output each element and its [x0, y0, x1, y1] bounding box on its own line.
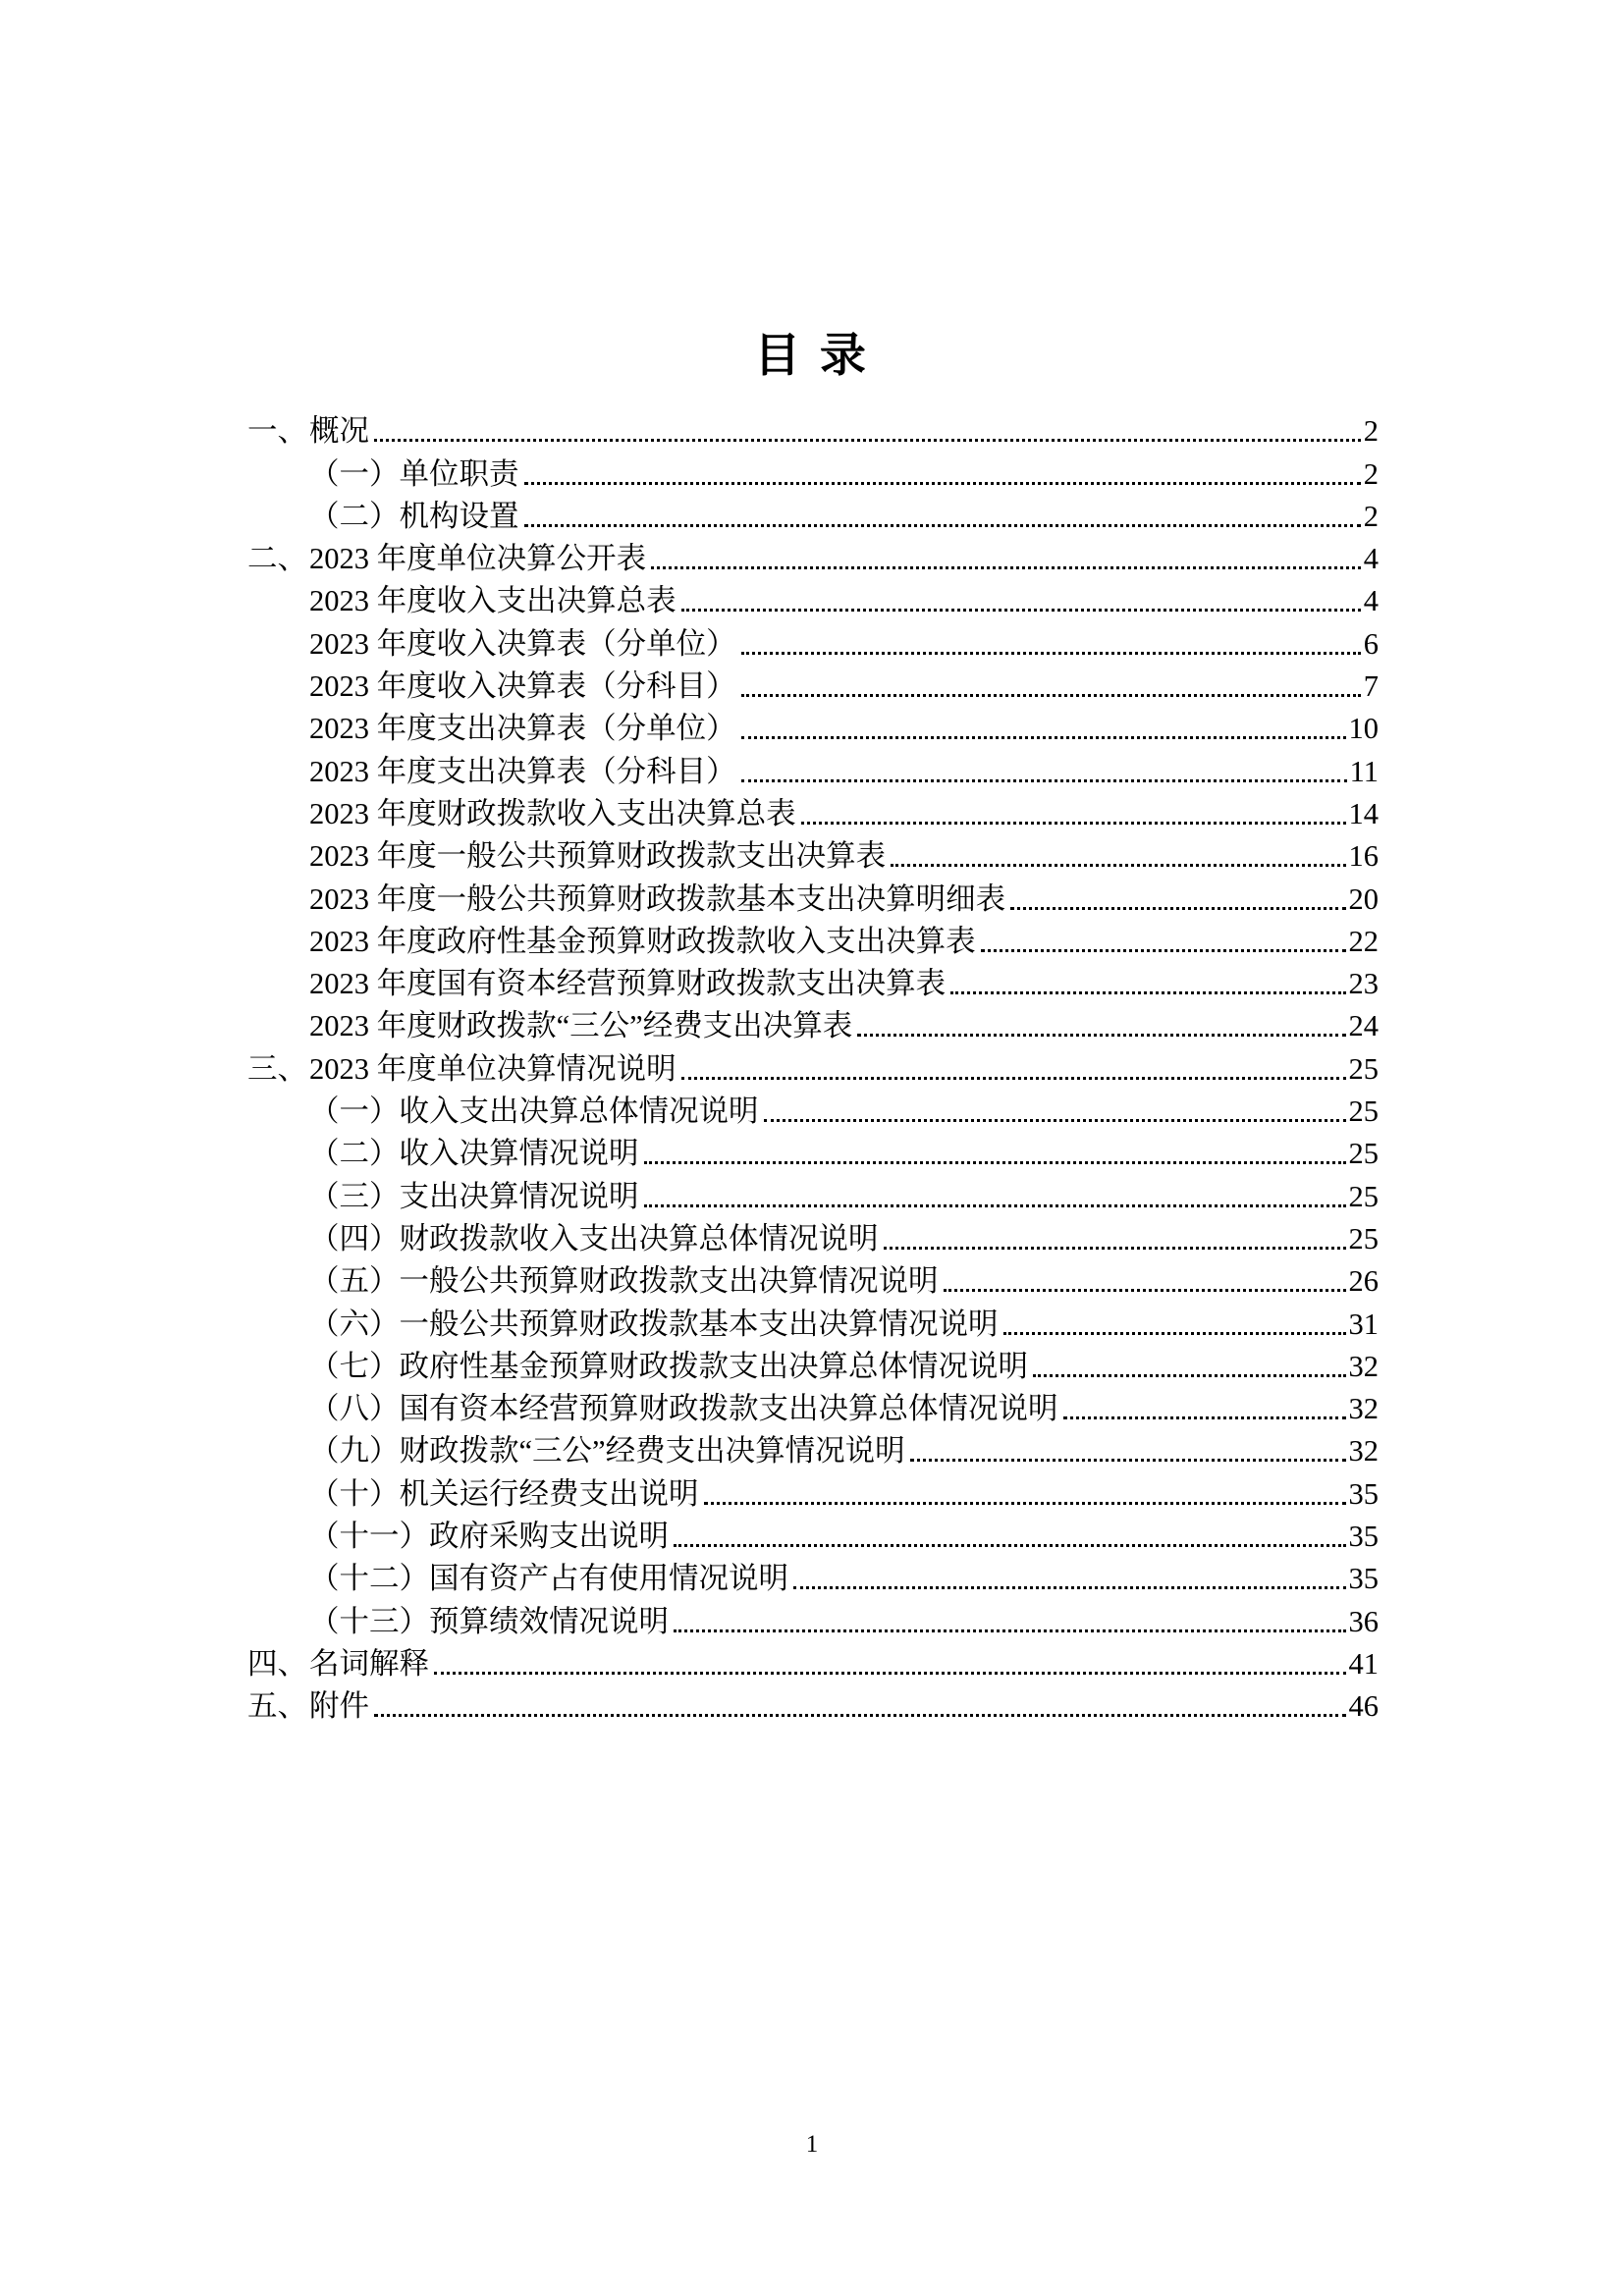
toc-entry-text: （十一）政府采购支出说明	[309, 1520, 669, 1554]
toc-entry-page: 41	[1348, 1646, 1379, 1681]
toc-entry-page: 35	[1348, 1562, 1379, 1596]
toc-entry-page: 4	[1363, 542, 1379, 576]
toc-entry-page: 26	[1348, 1264, 1379, 1299]
toc-entry-page: 24	[1348, 1009, 1379, 1043]
toc-row[interactable]	[247, 578, 1379, 620]
toc-row[interactable]	[247, 1173, 1379, 1215]
toc-entry-page: 31	[1348, 1307, 1379, 1341]
dot-leader	[950, 991, 1345, 994]
dot-leader	[674, 1629, 1346, 1632]
toc-entry-page: 25	[1348, 1179, 1379, 1213]
toc-entry-page: 25	[1348, 1095, 1379, 1129]
dot-leader	[981, 949, 1346, 952]
dot-leader	[891, 864, 1345, 867]
toc-row[interactable]	[247, 1470, 1379, 1513]
dot-leader	[1033, 1374, 1346, 1377]
table-of-contents	[247, 408, 1379, 1726]
toc-entry-text: 附件	[309, 1689, 369, 1724]
toc-entry-text: （十二）国有资产占有使用情况说明	[309, 1562, 788, 1596]
toc-entry-text: 2023 年度收入决算表（分科目）	[309, 669, 736, 704]
toc-entry-text: 2023 年度单位决算情况说明	[309, 1051, 677, 1086]
toc-entry-page: 2	[1363, 414, 1379, 449]
toc-row[interactable]	[247, 876, 1379, 918]
dot-leader	[1003, 1332, 1346, 1335]
toc-entry-page: 20	[1348, 881, 1379, 916]
toc-row[interactable]	[247, 1556, 1379, 1598]
dot-leader	[741, 736, 1346, 739]
toc-entry-page: 4	[1363, 584, 1379, 618]
toc-entry-page: 46	[1348, 1689, 1379, 1724]
toc-entry-text: （二）收入决算情况说明	[309, 1137, 639, 1171]
dot-leader	[644, 1161, 1346, 1164]
toc-entry-text: 2023 年度财政拨款收入支出决算总表	[309, 796, 796, 830]
toc-row[interactable]	[247, 961, 1379, 1003]
dot-leader	[1010, 907, 1345, 910]
toc-entry-text: （十）机关运行经费支出说明	[309, 1476, 699, 1511]
toc-row[interactable]	[247, 1683, 1379, 1726]
toc-entry-page: 32	[1348, 1392, 1379, 1426]
toc-entry-page: 32	[1348, 1349, 1379, 1383]
toc-entry-text: 2023 年度收入决算表（分单位）	[309, 626, 736, 661]
toc-row[interactable]	[247, 748, 1379, 790]
toc-entry-text: （九）财政拨款“三公”经费支出决算情况说明	[309, 1434, 905, 1468]
toc-entry-number: 二、	[247, 542, 307, 576]
toc-row[interactable]	[247, 919, 1379, 961]
toc-entry-text: 2023 年度政府性基金预算财政拨款收入支出决算表	[309, 924, 976, 958]
toc-entry-text: （八）国有资本经营预算财政拨款支出决算总体情况说明	[309, 1392, 1058, 1426]
toc-row[interactable]	[247, 1428, 1379, 1470]
toc-row[interactable]	[247, 664, 1379, 706]
toc-row[interactable]	[247, 536, 1379, 578]
dot-leader	[674, 1544, 1346, 1547]
toc-entry-text: （一）收入支出决算总体情况说明	[309, 1095, 759, 1129]
dot-leader	[793, 1586, 1346, 1589]
toc-row[interactable]	[247, 1003, 1379, 1045]
dot-leader	[741, 652, 1361, 655]
toc-entry-text: （三）支出决算情况说明	[309, 1179, 639, 1213]
toc-entry-page: 7	[1363, 669, 1379, 704]
dot-leader	[681, 1077, 1346, 1080]
toc-entry-text: 2023 年度一般公共预算财政拨款基本支出决算明细表	[309, 881, 1006, 916]
toc-entry-text: （一）单位职责	[309, 456, 519, 491]
toc-row[interactable]	[247, 1258, 1379, 1301]
dot-leader	[374, 1714, 1346, 1717]
toc-entry-page: 25	[1348, 1221, 1379, 1255]
toc-entry-text: （七）政府性基金预算财政拨款支出决算总体情况说明	[309, 1349, 1028, 1383]
toc-entry-page: 16	[1348, 839, 1379, 874]
dot-leader	[434, 1672, 1346, 1675]
dot-leader	[681, 609, 1361, 612]
toc-entry-text: 2023 年度一般公共预算财政拨款支出决算表	[309, 839, 887, 874]
page-title: 目 录	[754, 331, 870, 382]
toc-entry-text: 2023 年度财政拨款“三公”经费支出决算表	[309, 1009, 853, 1043]
toc-entry-text: （十三）预算绩效情况说明	[309, 1604, 669, 1638]
toc-row[interactable]	[247, 451, 1379, 493]
toc-row[interactable]	[247, 1216, 1379, 1258]
toc-entry-text: 概况	[309, 414, 369, 449]
toc-row[interactable]	[247, 1514, 1379, 1556]
dot-leader	[884, 1247, 1346, 1250]
toc-row[interactable]	[247, 706, 1379, 748]
toc-row[interactable]	[247, 408, 1379, 451]
toc-entry-page: 6	[1363, 626, 1379, 661]
toc-row[interactable]	[247, 833, 1379, 876]
dot-leader	[644, 1204, 1346, 1207]
dot-leader	[704, 1502, 1346, 1505]
toc-entry-page: 2	[1363, 499, 1379, 533]
dot-leader	[524, 482, 1361, 485]
toc-row[interactable]	[247, 791, 1379, 833]
toc-entry-page: 25	[1348, 1137, 1379, 1171]
toc-entry-page: 35	[1348, 1520, 1379, 1554]
toc-entry-text: 2023 年度国有资本经营预算财政拨款支出决算表	[309, 967, 947, 1001]
toc-entry-page: 14	[1348, 796, 1379, 830]
toc-entry-text: （五）一般公共预算财政拨款支出决算情况说明	[309, 1264, 939, 1299]
toc-row[interactable]	[247, 1089, 1379, 1131]
dot-leader	[741, 694, 1361, 697]
toc-row[interactable]	[247, 1045, 1379, 1088]
toc-entry-page: 10	[1348, 712, 1379, 746]
dot-leader	[741, 779, 1347, 782]
dot-leader	[857, 1034, 1345, 1037]
toc-entry-text: 2023 年度收入支出决算总表	[309, 584, 677, 618]
toc-entry-number: 五、	[247, 1689, 307, 1724]
toc-row[interactable]	[247, 1131, 1379, 1173]
toc-entry-page: 36	[1348, 1604, 1379, 1638]
dot-leader	[801, 822, 1346, 825]
toc-entry-page: 32	[1348, 1434, 1379, 1468]
toc-entry-number: 四、	[247, 1646, 307, 1681]
toc-entry-text: （四）财政拨款收入支出决算总体情况说明	[309, 1221, 879, 1255]
toc-entry-text: （二）机构设置	[309, 499, 519, 533]
toc-entry-text: 2023 年度单位决算公开表	[309, 542, 647, 576]
dot-leader	[944, 1289, 1346, 1292]
toc-entry-number: 三、	[247, 1051, 307, 1086]
dot-leader	[524, 524, 1361, 527]
toc-entry-text: （六）一般公共预算财政拨款基本支出决算情况说明	[309, 1307, 999, 1341]
dot-leader	[764, 1119, 1346, 1122]
toc-entry-text: 2023 年度支出决算表（分单位）	[309, 712, 736, 746]
toc-entry-page: 35	[1348, 1476, 1379, 1511]
dot-leader	[1063, 1416, 1346, 1419]
toc-row[interactable]	[247, 1301, 1379, 1343]
toc-row[interactable]	[247, 1641, 1379, 1683]
toc-entry-page: 22	[1348, 924, 1379, 958]
toc-row[interactable]	[247, 620, 1379, 663]
toc-entry-number: 一、	[247, 414, 307, 449]
toc-entry-page: 23	[1348, 967, 1379, 1001]
toc-entry-text: 2023 年度支出决算表（分科目）	[309, 754, 736, 788]
toc-row[interactable]	[247, 1598, 1379, 1640]
toc-entry-page: 2	[1363, 456, 1379, 491]
toc-row[interactable]	[247, 1344, 1379, 1386]
dot-leader	[651, 566, 1361, 569]
dot-leader	[910, 1459, 1346, 1462]
toc-entry-text: 名词解释	[309, 1646, 429, 1681]
toc-entry-page: 25	[1348, 1051, 1379, 1086]
dot-leader	[374, 439, 1361, 442]
toc-row[interactable]	[247, 1386, 1379, 1428]
toc-row[interactable]	[247, 494, 1379, 536]
page-number: 1	[805, 2131, 819, 2158]
toc-entry-page: 11	[1349, 754, 1379, 788]
